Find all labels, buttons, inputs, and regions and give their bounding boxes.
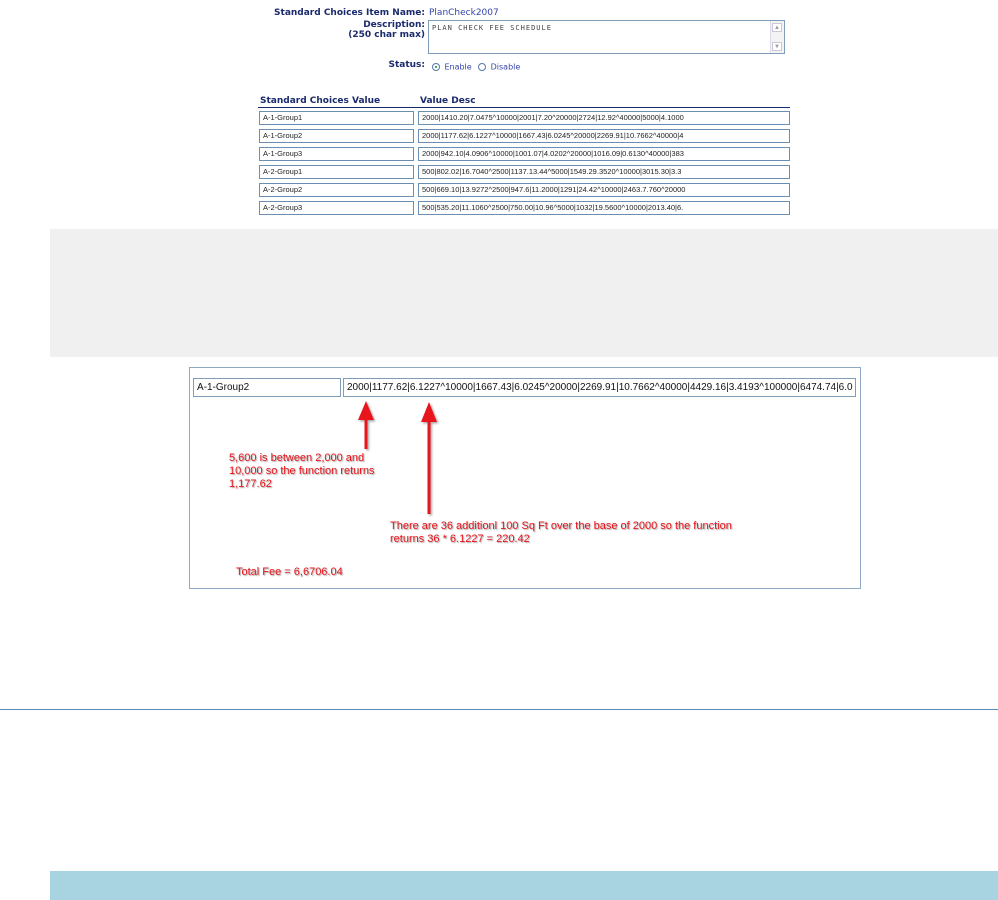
description-sublabel: (250 char max) — [348, 30, 425, 40]
table-cell-desc[interactable]: 500|802.02|16.7040^2500|1137.13.44^5000|1549.29.3520^10000|3015.30|3.3 — [418, 165, 790, 179]
annotation-note-2-line: There are 36 additionl 100 Sq Ft over the base of 2000 so the function — [390, 520, 732, 532]
table-header-value: Standard Choices Value — [260, 96, 381, 106]
item-name-label: Standard Choices Item Name: — [274, 8, 425, 18]
section-divider — [0, 709, 998, 710]
table-cell-desc[interactable]: 2000|1177.62|6.1227^10000|1667.43|6.0245^20000|2269.91|10.7662^40000|4 — [418, 129, 790, 143]
total-fee-note: Total Fee = 6,6706.04 — [236, 566, 343, 578]
item-name-value: PlanCheck2007 — [429, 8, 499, 18]
table-cell-value[interactable]: A-2-Group3 — [259, 201, 414, 215]
table-cell-desc[interactable]: 500|535.20|11.1060^2500|750.00|10.96^5000|1032|19.5600^10000|2013.40|6. — [418, 201, 790, 215]
table-cell-desc[interactable]: 2000|942.10|4.0906^10000|1001.07|4.0202^20000|1016.09|0.6130^40000|383 — [418, 147, 790, 161]
scroll-up-icon[interactable]: ▲ — [772, 23, 782, 32]
annotation-note-2-line: returns 36 * 6.1227 = 220.42 — [390, 533, 530, 545]
annotation-note-1-line: 5,600 is between 2,000 and — [229, 452, 365, 464]
table-header-desc: Value Desc — [420, 96, 476, 106]
status-disable-label[interactable]: Disable — [490, 62, 521, 72]
zoom-row-desc-field[interactable]: 2000|1177.62|6.1227^10000|1667.43|6.0245^20000|2269.91|10.7662^40000|4429.16|3.4193^100000|6474.74|6.0 — [343, 378, 856, 397]
annotation-note-1 — [229, 452, 375, 491]
description-text: PLAN CHECK FEE SCHEDULE — [432, 24, 552, 32]
status-enable-label[interactable]: Enable — [444, 62, 472, 72]
status-label: Status: — [388, 60, 425, 70]
table-cell-value[interactable]: A-2-Group1 — [259, 165, 414, 179]
table-cell-value[interactable]: A-2-Group2 — [259, 183, 414, 197]
scroll-down-icon[interactable]: ▼ — [772, 42, 782, 51]
annotation-note-1-line: 1,177.62 — [229, 478, 272, 490]
table-cell-value[interactable]: A-1-Group1 — [259, 111, 414, 125]
annotation-note-2 — [390, 520, 732, 546]
annotation-note-1-line: 10,000 so the function returns — [229, 465, 375, 477]
table-cell-value[interactable]: A-1-Group2 — [259, 129, 414, 143]
table-cell-desc[interactable]: 2000|1410.20|7.0475^10000|2001|7.20^20000|2724|12.92^40000|5000|4.1000 — [418, 111, 790, 125]
footer-band — [50, 871, 998, 900]
table-cell-desc[interactable]: 500|669.10|13.9272^2500|947.6|11.2000|1291|24.42^10000|2463.7.760^20000 — [418, 183, 790, 197]
table-cell-value[interactable]: A-1-Group3 — [259, 147, 414, 161]
zoom-row-value-field[interactable]: A-1-Group2 — [193, 378, 341, 397]
description-label: Description: — [363, 20, 425, 30]
arrow-1-icon — [358, 401, 374, 449]
arrow-2-icon — [421, 402, 437, 514]
